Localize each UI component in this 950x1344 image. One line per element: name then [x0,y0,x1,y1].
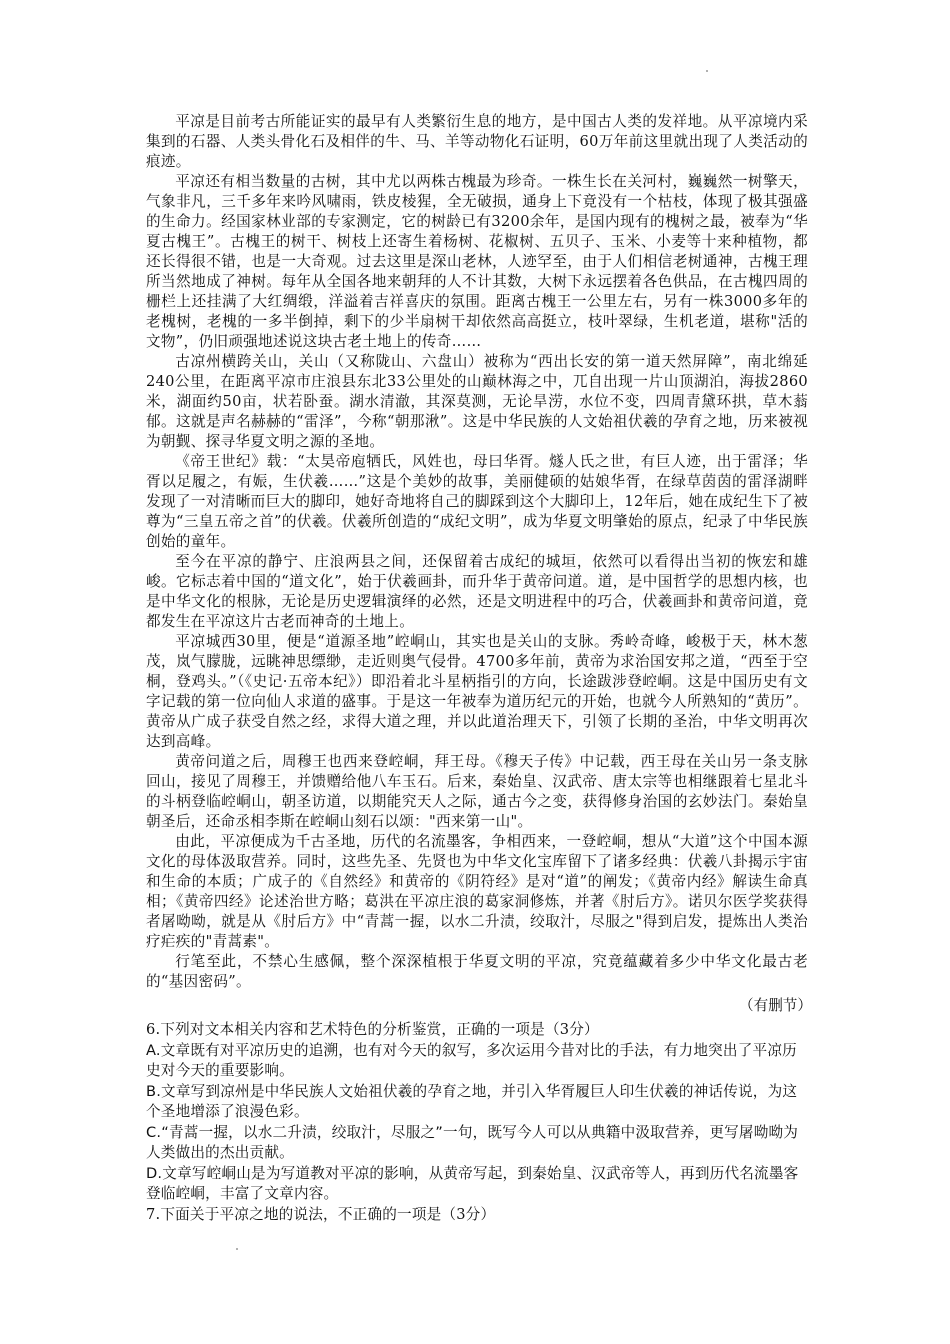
article-paragraph: 平凉城西30里，便是“道源圣地”崆峒山，其实也是关山的支脉。秀岭奇峰，峻极于天，林木葱茂，岚气朦胧，远眺神思缥缈，走近则奥气侵骨。4700多年前，黄帝为求治国安邦之道，“西至于空桐，登鸡头。”（《史记·五帝本纪》）即沿着北斗星柄指引的方向，长途跋涉登崆峒。这是中国历史有文字记载的第一位向仙人求道的盛事。于是这一年被奉为道历纪元的开始，也就今人所熟知的“黄历”。黄帝从广成子获受自然之经，求得大道之理，并以此道治理天下，引领了长期的圣治，中华文明再次达到高峰。 [146,633,808,750]
question-7-stem: 7.下面关于平凉之地的说法，不正确的一项是（3分） [146,1205,496,1223]
article-paragraph: 平凉是目前考古所能证实的最早有人类繁衍生息的地方，是中国古人类的发祥地。从平凉境内采集到的石器、人类头骨化石及相伴的牛、马、羊等动物化石证明，60万年前这里就出现了人类活动的痕迹。 [146,113,808,170]
question-6-option-c: C.“青蒿一握，以水二升渍，绞取汁，尽服之”一句，既写今人可以从典籍中汲取营养，更写屠呦呦为人类做出的杰出贡献。 [146,1123,799,1161]
article-paragraph: 至今在平凉的静宁、庄浪两县之间，还保留着古成纪的城垣，依然可以看得出当初的恢宏和雄峻。它标志着中国的“道文化”，始于伏羲画卦，而升华于黄帝问道。道，是中国哲学的思想内核，也是中华文化的根脉，无论是历史逻辑演绎的必然，还是文明进程中的巧合，伏羲画卦和黄帝问道，竟都发生在平凉这片古老而神奇的土地上。 [146,553,808,630]
article-paragraph: 《帝王世纪》载：“太昊帝庖牺氏，风姓也，母曰华胥。燧人氏之世，有巨人迹，出于雷泽；华胥以足履之，有娠，生伏羲……”这是个美妙的故事，美丽健硕的姑娘华胥，在绿草茵茵的雷泽湖畔发现了一对清晰而巨大的脚印，她好奇地将自己的脚踩到这个大脚印上，12年后，她在成纪生下了被尊为“三皇五帝之首”的伏羲。伏羲所创造的“成纪文明”，成为华夏文明肇始的原点，纪录了中华民族创始的童年。 [146,453,808,550]
article-paragraph: 行笔至此，不禁心生感佩，整个深深植根于华夏文明的平凉，究竟蕴藏着多少中华文化最古老的“基因密码”。 [146,953,808,990]
question-6-option-d: D.文章写崆峒山是为写道教对平凉的影响，从黄帝写起，到秦始皇、汉武帝等人，再到历代名流墨客登临崆峒，丰富了文章内容。 [146,1164,799,1202]
source-note: （有删节） [739,997,812,1014]
article-paragraph: 由此，平凉便成为千古圣地，历代的名流墨客，争相西来，一登崆峒，想从“大道”这个中国本源文化的母体汲取营养。同时，这些先圣、先贤也为中华文化宝库留下了诸多经典：伏羲八卦揭示宇宙和生命的本质；广成子的《自然经》和黄帝的《阴符经》是对“道”的阐发；《黄帝内经》解读生命真相；《黄帝四经》论述治世方略；葛洪在平凉庄浪的葛家洞修炼，并著《肘后方》。诺贝尔医学奖获得者屠呦呦，就是从《肘后方》中“青蒿一握，以水二升渍，绞取汁，尽服之"得到启发，提炼出人类治疗疟疾的"青蒿素"。 [146,833,808,950]
article-paragraph: 古凉州横跨关山，关山（又称陇山、六盘山）被称为“西出长安的第一道天然屏障”，南北绵延240公里，在距离平凉市庄浪县东北33公里处的山巅林海之中，兀自出现一片山顶湖泊，海拔2860米，湖面约50亩，状若卧蚕。湖水清澈，其深莫测，无论旱涝，水位不变，四周青黛环拱，草木蓊郁。这就是声名赫赫的“雷泽”，今称“朝那湫”。这是中华民族的人文始祖伏羲的孕育之地，历来被视为朝觐、探寻华夏文明之源的圣地。 [146,353,808,450]
question-6-option-b: B.文章写到凉州是中华民族人文始祖伏羲的孕育之地，并引入华胥履巨人印生伏羲的神话传说，为这个圣地增添了浪漫色彩。 [146,1082,798,1120]
document-page [146,112,812,1225]
question-6-option-a: A.文章既有对平凉历史的追溯，也有对今天的叙写，多次运用今昔对比的手法，有力地突出了平凉历史对今天的重要影响。 [146,1041,797,1079]
scan-dot-bottom [236,1248,238,1250]
article-paragraph: 黄帝问道之后，周穆王也西来登崆峒，拜王母。《穆天子传》中记载，西王母在关山另一条支脉回山，接见了周穆王，并馈赠给他八车玉石。后来，秦始皇、汉武帝、唐太宗等也相继跟着七星北斗的斗柄登临崆峒山，朝圣访道，以期能究天人之际，通古今之变，获得修身治国的玄妙法门。秦始皇朝圣后，还命丞相李斯在崆峒山刻石以颂："西来第一山"。 [146,753,808,830]
article-paragraph: 平凉还有相当数量的古树，其中尤以两株古槐最为珍奇。一株生长在关河村，巍巍然一树擎天，气象非凡，三千多年来吟风啸雨，铁皮棱猩，全无破损，通身上下竟没有一个枯枝，体现了极其强盛的生命力。经国家林业部的专家测定，它的树龄已有3200余年，是国内现有的槐树之最，被奉为“华夏古槐王”。古槐王的树干、树枝上还寄生着杨树、花椒树、五贝子、玉米、小麦等十来种植物，都还长得很不错，也是一大奇观。过去这里是深山老林，人迹罕至，由于人们相信老树通神，古槐王理所当然地成了神树。每年从全国各地来朝拜的人不计其数，大树下永远摆着各色供品，在古槐四周的栅栏上还挂满了大红绸缎，洋溢着吉祥喜庆的氛围。距离古槐王一公里左右，另有一株3000多年的老槐树，老槐的一多半倒掉，剩下的少半扇树干却依然高高挺立，枝叶翠绿，生机老道，堪称"活的文物”，仍旧顽强地述说这块古老土地上的传奇…… [146,173,808,350]
question-6-stem: 6.下列对文本相关内容和艺术特色的分析鉴赏，正确的一项是（3分） [146,1021,599,1038]
scan-dot-top [706,70,708,72]
